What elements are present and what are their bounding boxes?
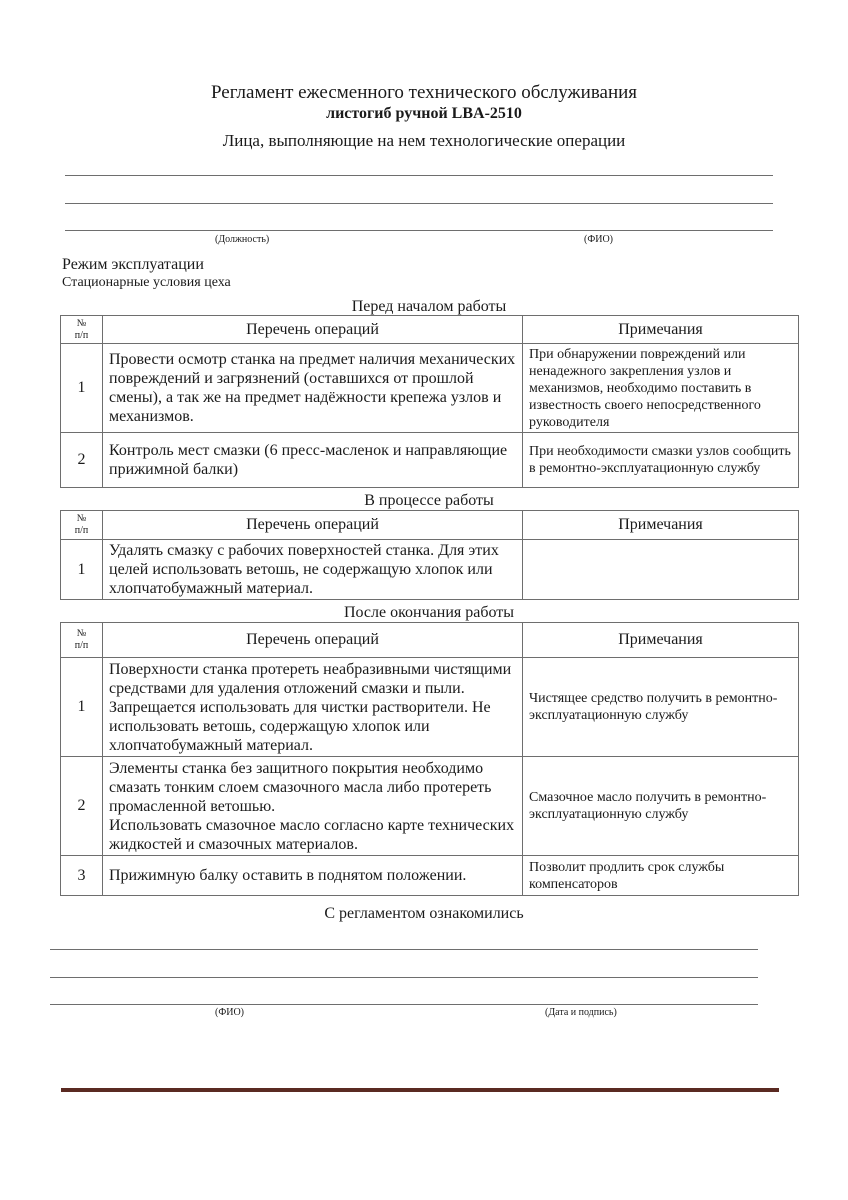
header-operations: Перечень операций <box>103 511 523 540</box>
header-operations: Перечень операций <box>103 316 523 344</box>
row-operation: Провести осмотр станка на предмет наличия механических повреждений и загрязнений (оставшихся от прошлой смены), а так же на предмет надёжности крепежа узлов и механизмов. <box>103 344 523 433</box>
section-title-before-work: Перед началом работы <box>351 298 507 315</box>
header-num: № п/п <box>61 623 103 658</box>
row-note: Чистящее средство получить в ремонтно-эксплуатационную службу <box>523 658 799 757</box>
acknowledgement-title: С регламентом ознакомились <box>324 905 524 922</box>
signature-line-1[interactable] <box>50 949 758 950</box>
table-before-work <box>60 315 799 488</box>
caption-ack-name: (ФИО) <box>215 1007 245 1018</box>
persons-line-2[interactable] <box>65 203 773 204</box>
signature-line-2[interactable] <box>50 977 758 978</box>
caption-position: (Должность) <box>215 234 270 245</box>
row-operation: Контроль мест смазки (6 пресс-масленок и направляющие прижимной балки) <box>103 433 523 488</box>
table-row <box>61 757 799 856</box>
row-num: 2 <box>61 757 103 856</box>
row-note: Позволит продлить срок службы компенсаторов <box>523 856 799 896</box>
caption-date-sign: (Дата и подпись) <box>545 1007 617 1018</box>
header-notes: Примечания <box>523 316 799 344</box>
mode-value: Стационарные условия цеха <box>62 275 231 290</box>
table-during-work <box>60 510 799 600</box>
row-note: Смазочное масло получить в ремонтно-эксплуатационную службу <box>523 757 799 856</box>
header-notes: Примечания <box>523 511 799 540</box>
table-header-row <box>61 623 799 658</box>
caption-name: (ФИО) <box>584 234 614 245</box>
persons-label: Лица, выполняющие на нем технологические операции <box>222 131 626 150</box>
persons-line-3[interactable] <box>65 230 773 231</box>
header-operations: Перечень операций <box>103 623 523 658</box>
table-row <box>61 856 799 896</box>
row-note <box>523 540 799 600</box>
row-operation: Элементы станка без защитного покрытия необходимо смазать тонким слоем смазочного масла либо протереть промасленной ветошью. Использовать смазочное масло согласно карте технических жидкостей и смазочных материалов. <box>103 757 523 856</box>
section-title-after-work: После окончания работы <box>343 604 515 621</box>
table-row <box>61 433 799 488</box>
table-row <box>61 540 799 600</box>
row-note: При обнаружении повреждений или ненадежного закрепления узлов и механизмов, необходимо поставить в известность своего непосредственного руководителя <box>523 344 799 433</box>
row-num: 1 <box>61 540 103 600</box>
table-after-work <box>60 622 799 896</box>
row-num: 2 <box>61 433 103 488</box>
row-operation: Удалять смазку с рабочих поверхностей станка. Для этих целей использовать ветошь, не содержащую хлопок или хлопчатобумажный материал. <box>103 540 523 600</box>
section-title-during-work: В процессе работы <box>364 492 494 509</box>
document-title: Регламент ежесменного технического обслуживания <box>210 82 638 103</box>
row-num: 1 <box>61 344 103 433</box>
row-num: 3 <box>61 856 103 896</box>
table-header-row <box>61 316 799 344</box>
header-num: № п/п <box>61 316 103 344</box>
row-note: При необходимости смазки узлов сообщить в ремонтно-эксплуатационную службу <box>523 433 799 488</box>
footer-rule <box>61 1088 779 1092</box>
table-row <box>61 344 799 433</box>
row-num: 1 <box>61 658 103 757</box>
table-row <box>61 658 799 757</box>
row-operation: Прижимную балку оставить в поднятом положении. <box>103 856 523 896</box>
header-notes: Примечания <box>523 623 799 658</box>
row-operation: Поверхности станка протереть неабразивными чистящими средствами для удаления отложений смазки и пыли. Запрещается использовать для чистки растворители. Не использовать ветошь, содержащую хлопок или хлопчатобумажный материал. <box>103 658 523 757</box>
mode-label: Режим эксплуатации <box>62 256 204 273</box>
header-num: № п/п <box>61 511 103 540</box>
persons-line-1[interactable] <box>65 175 773 176</box>
table-header-row <box>61 511 799 540</box>
signature-line-3[interactable] <box>50 1004 758 1005</box>
document-subtitle: листогиб ручной LBA-2510 <box>326 105 522 122</box>
